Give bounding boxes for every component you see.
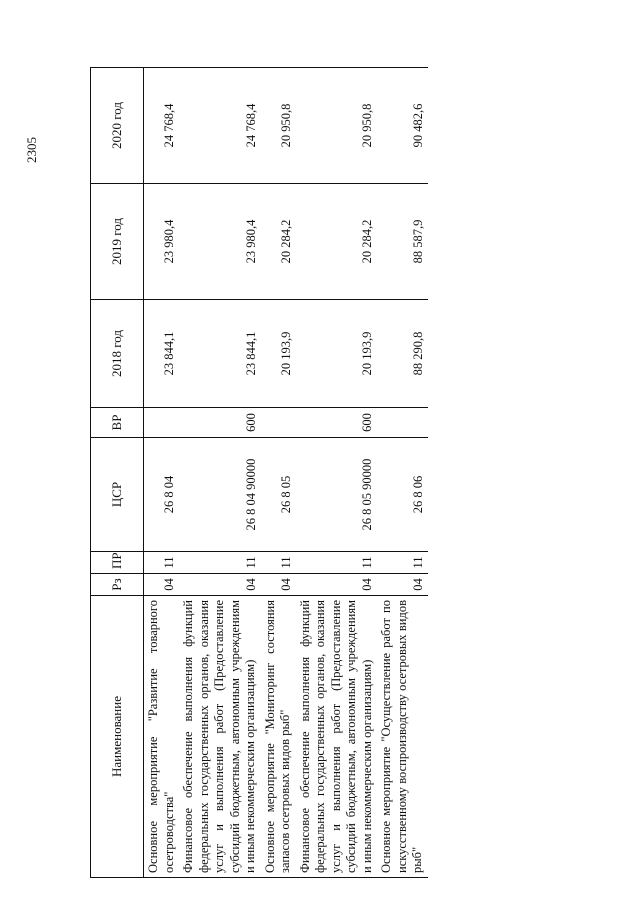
table-row <box>296 68 378 878</box>
row-pr: 11 <box>179 552 261 574</box>
row-csr: 26 8 04 <box>144 438 180 552</box>
header-2018: 2018 год <box>91 300 144 408</box>
page-number: 2305 <box>24 137 39 163</box>
row-csr: 26 8 05 <box>261 438 296 552</box>
row-vr: 600 <box>179 408 261 438</box>
table-row <box>144 68 180 878</box>
row-2020: 24 768,4 <box>179 68 261 184</box>
table-row <box>261 68 296 878</box>
row-pr: 11 <box>377 552 428 574</box>
header-2019: 2019 год <box>91 184 144 300</box>
row-csr: 26 8 06 <box>377 438 428 552</box>
row-vr <box>377 408 428 438</box>
row-2018: 23 844,1 <box>179 300 261 408</box>
row-vr: 600 <box>296 408 378 438</box>
row-vr <box>261 408 296 438</box>
row-pr: 11 <box>261 552 296 574</box>
row-vr <box>144 408 180 438</box>
row-2018: 23 844,1 <box>144 300 180 408</box>
row-pr: 11 <box>144 552 180 574</box>
budget-table <box>90 67 428 878</box>
table-row <box>377 68 428 878</box>
row-2018: 20 193,9 <box>296 300 378 408</box>
header-vr: ВР <box>91 408 144 438</box>
row-2019: 23 980,4 <box>179 184 261 300</box>
header-pr: ПР <box>91 552 144 574</box>
row-rz: 04 <box>377 574 428 596</box>
row-name: Основное мероприятие "Развитие товарного осетроводства" <box>144 596 180 878</box>
row-2019: 20 284,2 <box>261 184 296 300</box>
row-name: Основное мероприятие "Осуществление работ по искусственному воспроизводству осетровых видов рыб" <box>377 596 428 878</box>
row-rz: 04 <box>261 574 296 596</box>
row-rz: 04 <box>144 574 180 596</box>
row-pr: 11 <box>296 552 378 574</box>
row-2020: 20 950,8 <box>296 68 378 184</box>
row-name: Финансовое обеспечение выполнения функций федеральных государственных органов, оказания услуг и выполнения работ (Предоставление субсидий бюджетным, автономным учреждениям и иным некоммерческим организациям) <box>179 596 261 878</box>
table-row <box>179 68 261 878</box>
row-csr: 26 8 04 90000 <box>179 438 261 552</box>
row-name: Основное мероприятие "Мониторинг состояния запасов осетровых видов рыб" <box>261 596 296 878</box>
row-2019: 23 980,4 <box>144 184 180 300</box>
header-csr: ЦСР <box>91 438 144 552</box>
row-2020: 20 950,8 <box>261 68 296 184</box>
row-2019: 88 587,9 <box>377 184 428 300</box>
row-rz: 04 <box>179 574 261 596</box>
header-name: Наименование <box>91 596 144 878</box>
header-row <box>91 68 144 878</box>
budget-table-container <box>90 68 638 878</box>
row-name: Финансовое обеспечение выполнения функций федеральных государственных органов, оказания услуг и выполнения работ (Предоставление субсидий бюджетным, автономным учреждениям и иным некоммерческим организациям) <box>296 596 378 878</box>
row-rz: 04 <box>296 574 378 596</box>
row-2019: 20 284,2 <box>296 184 378 300</box>
header-rz: Рз <box>91 574 144 596</box>
header-2020: 2020 год <box>91 68 144 184</box>
row-2020: 90 482,6 <box>377 68 428 184</box>
row-2018: 20 193,9 <box>261 300 296 408</box>
row-csr: 26 8 05 90000 <box>296 438 378 552</box>
row-2018: 88 290,8 <box>377 300 428 408</box>
row-2020: 24 768,4 <box>144 68 180 184</box>
